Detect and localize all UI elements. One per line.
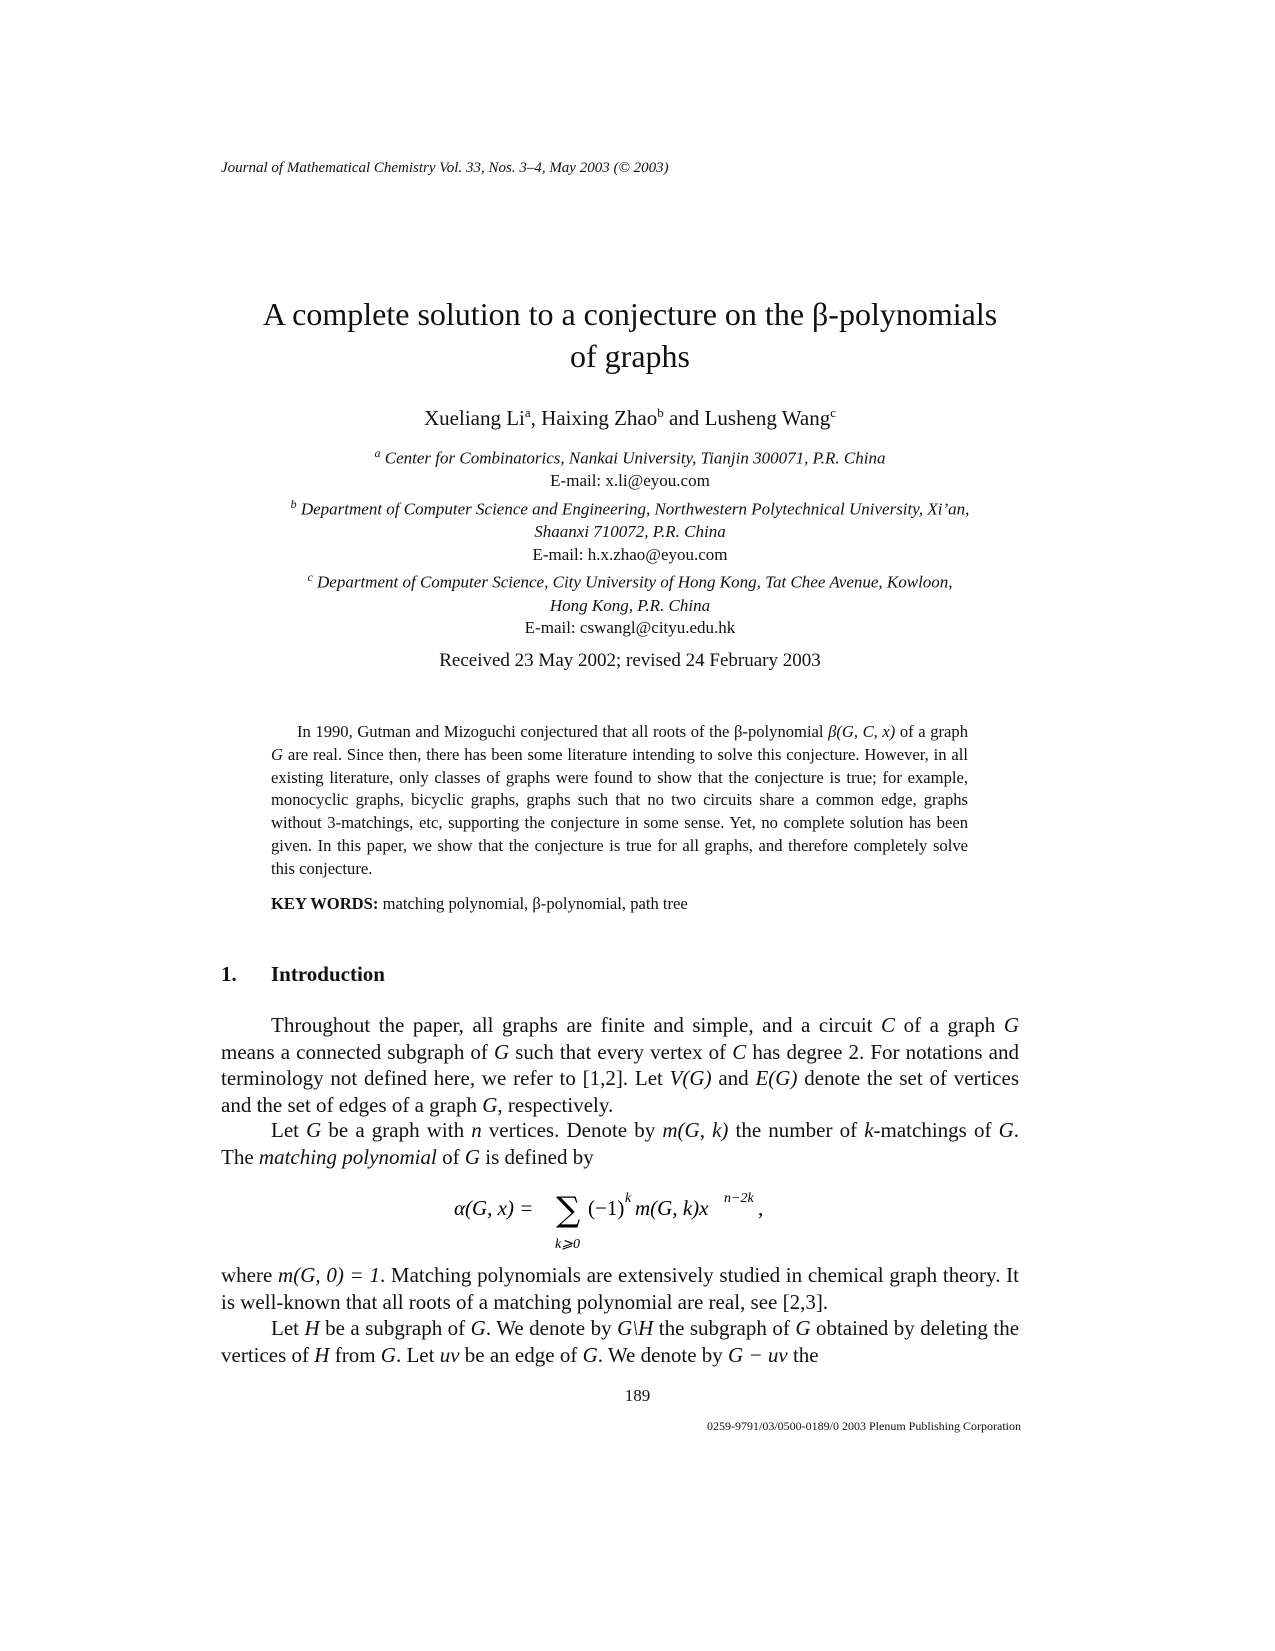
math-inline: m(G, k) xyxy=(662,1118,729,1142)
math-inline: G − uv xyxy=(728,1342,788,1367)
text-run: , respectively. xyxy=(497,1092,614,1117)
email-a: E-mail: x.li@eyou.com xyxy=(550,471,710,491)
author-name: Xueliang Li xyxy=(424,406,525,430)
math-inline: G xyxy=(998,1118,1014,1142)
sum-symbol: ∑ xyxy=(556,1190,581,1230)
affiliation-b xyxy=(180,493,1080,521)
keywords-text: matching polynomial, β-polynomial, path tree xyxy=(378,894,688,913)
equation-lhs: α(G, x) = xyxy=(454,1196,534,1220)
math-inline: V(G) xyxy=(669,1066,712,1091)
math-inline: k xyxy=(864,1118,874,1142)
matching-polynomial-equation xyxy=(454,1177,854,1257)
text-run: such that every vertex of xyxy=(509,1039,733,1064)
journal-header: Journal of Mathematical Chemistry Vol. 33, Nos. 3–4, May 2003 (© 2003) xyxy=(221,160,669,176)
math-inline: G xyxy=(582,1342,598,1367)
text-run: -matchings of xyxy=(873,1118,999,1142)
text-run: obtained by deleting the vertices of xyxy=(221,1316,1020,1367)
abstract xyxy=(271,721,968,881)
section-heading xyxy=(221,962,385,987)
abstract-text: are real. Since then, there has been some literature intending to solve this conjecture. However, in all existing literature, only classes of graphs were found to show that the conjecture is true; for example, monocyclic graphs, bicyclic graphs, graphs such that no two circuits share a common edge, graphs without 3-matchings, etc, supporting the conjecture in some sense. Yet, no complete solution has been given. In this paper, we show that the conjecture is true for all graphs, and therefore completely solve this conjecture. xyxy=(271,744,968,878)
affiliations xyxy=(180,442,1080,640)
equation-tail: , xyxy=(758,1196,764,1220)
affiliation-text: Department of Computer Science, City University of Hong Kong, Tat Chee Avenue, Kowloon, xyxy=(317,572,953,592)
author-separator: and xyxy=(663,406,705,430)
author-mark: a xyxy=(524,405,531,420)
math-inline: G xyxy=(1003,1013,1019,1037)
math-inline: G xyxy=(795,1316,811,1340)
author-mark: c xyxy=(830,405,836,420)
text-run: be an edge of xyxy=(459,1342,583,1367)
copyright-line: 0259-9791/03/0500-0189/0 2003 Plenum Publishing Corporation xyxy=(707,1419,1021,1433)
math-inline: G xyxy=(380,1342,396,1367)
emphasis: matching polynomial xyxy=(258,1144,437,1169)
text-run: means a connected subgraph of xyxy=(221,1039,494,1064)
text-run: of a graph xyxy=(895,1013,1004,1037)
section-title: Introduction xyxy=(271,962,385,986)
math-inline: G xyxy=(271,744,283,764)
text-run: vertices. Denote by xyxy=(481,1118,663,1142)
text-run: is defined by xyxy=(479,1144,594,1169)
math-inline: C xyxy=(881,1013,896,1037)
section-number: 1. xyxy=(221,962,237,986)
affiliation-b-line2: Shaanxi 710072, P.R. China xyxy=(534,522,726,542)
author-separator: , xyxy=(530,406,542,430)
math-inline: G xyxy=(470,1316,486,1340)
math-inline: uv xyxy=(439,1342,460,1367)
abstract-text: of a graph xyxy=(895,722,968,741)
text-run: has degree 2. For notations and terminology not defined here, we refer to [1,2]. Let xyxy=(221,1039,1019,1091)
author-list xyxy=(180,405,1080,431)
math-inline: H xyxy=(304,1316,320,1340)
text-run: be a graph with xyxy=(321,1118,472,1142)
received-dates: Received 23 May 2002; revised 24 February 2003 xyxy=(439,650,821,671)
affiliation-text: Center for Combinatorics, Nankai University, Tianjin 300071, P.R. China xyxy=(384,448,886,468)
author-name: Lusheng Wang xyxy=(704,406,831,430)
math-inline: E(G) xyxy=(755,1066,798,1091)
email-b: E-mail: h.x.zhao@eyou.com xyxy=(532,544,728,564)
math-inline: G\H xyxy=(617,1316,654,1340)
page-number: 189 xyxy=(624,1386,651,1405)
text-run: . The xyxy=(221,1118,1019,1169)
author-name: Haixing Zhao xyxy=(541,406,658,430)
equation-mid: m(G, k)x xyxy=(635,1196,709,1220)
affiliation-a xyxy=(180,442,1080,470)
paragraph-3 xyxy=(221,1262,1019,1315)
math-inline: β(G, C, x) xyxy=(828,722,896,741)
text-run: . Matching polynomials are extensively studied in chemical graph theory. It is well-known that all roots of a matching polynomial are real, see [2,3]. xyxy=(221,1263,1019,1314)
keywords xyxy=(271,894,688,914)
affiliation-text: Department of Computer Science and Engineering, Northwestern Polytechnical University, Xi’an, xyxy=(300,499,970,519)
text-run: Let xyxy=(271,1118,307,1142)
title-line-1: A complete solution to a conjecture on the β-polynomials xyxy=(262,296,998,332)
text-run: Let xyxy=(271,1316,305,1340)
equation-body: (−1) xyxy=(588,1196,625,1220)
math-inline: H xyxy=(314,1342,330,1367)
math-inline: G xyxy=(494,1039,510,1064)
math-inline: G xyxy=(464,1144,480,1169)
text-run: . We denote by xyxy=(597,1342,729,1367)
paragraph-2 xyxy=(221,1117,1019,1170)
math-inline: m(G, 0) = 1 xyxy=(278,1263,380,1287)
abstract-text: In 1990, Gutman and Mizoguchi conjectured that all roots of the β-polynomial xyxy=(297,722,829,741)
exponent: n−2k xyxy=(724,1191,754,1206)
text-run: be a subgraph of xyxy=(319,1316,471,1340)
author-mark: b xyxy=(657,405,664,420)
keywords-label: KEY WORDS: xyxy=(271,894,379,913)
text-run: and xyxy=(711,1066,756,1091)
title-line-2: of graphs xyxy=(570,338,690,374)
text-run: denote the set of vertices and the set of edges of a graph xyxy=(221,1066,1019,1117)
affiliation-c xyxy=(180,566,1080,594)
text-run: the number of xyxy=(728,1118,865,1142)
math-inline: C xyxy=(732,1039,747,1064)
text-run: . We denote by xyxy=(485,1316,618,1340)
exponent: k xyxy=(625,1191,632,1206)
affiliation-c-line2: Hong Kong, P.R. China xyxy=(549,595,711,615)
sum-index: k⩾0 xyxy=(555,1237,580,1252)
text-run: from xyxy=(329,1342,381,1367)
text-run: the xyxy=(787,1342,819,1367)
email-c: E-mail: cswangl@cityu.edu.hk xyxy=(524,618,736,638)
text-run: Throughout the paper, all graphs are finite and simple, and a circuit xyxy=(271,1013,882,1037)
affiliation-mark: c xyxy=(307,570,313,585)
text-run: where xyxy=(221,1263,279,1287)
affiliation-mark: a xyxy=(374,446,381,460)
affiliation-mark: b xyxy=(290,496,297,511)
text-run: . Let xyxy=(395,1342,440,1367)
math-inline: G xyxy=(482,1092,498,1117)
math-inline: G xyxy=(306,1118,322,1142)
paragraph-1 xyxy=(221,1012,1019,1118)
text-run: the subgraph of xyxy=(653,1316,796,1340)
math-inline: n xyxy=(471,1118,482,1142)
paragraph-4 xyxy=(221,1315,1019,1368)
paper-title xyxy=(180,293,1080,377)
text-run: of xyxy=(436,1144,465,1169)
